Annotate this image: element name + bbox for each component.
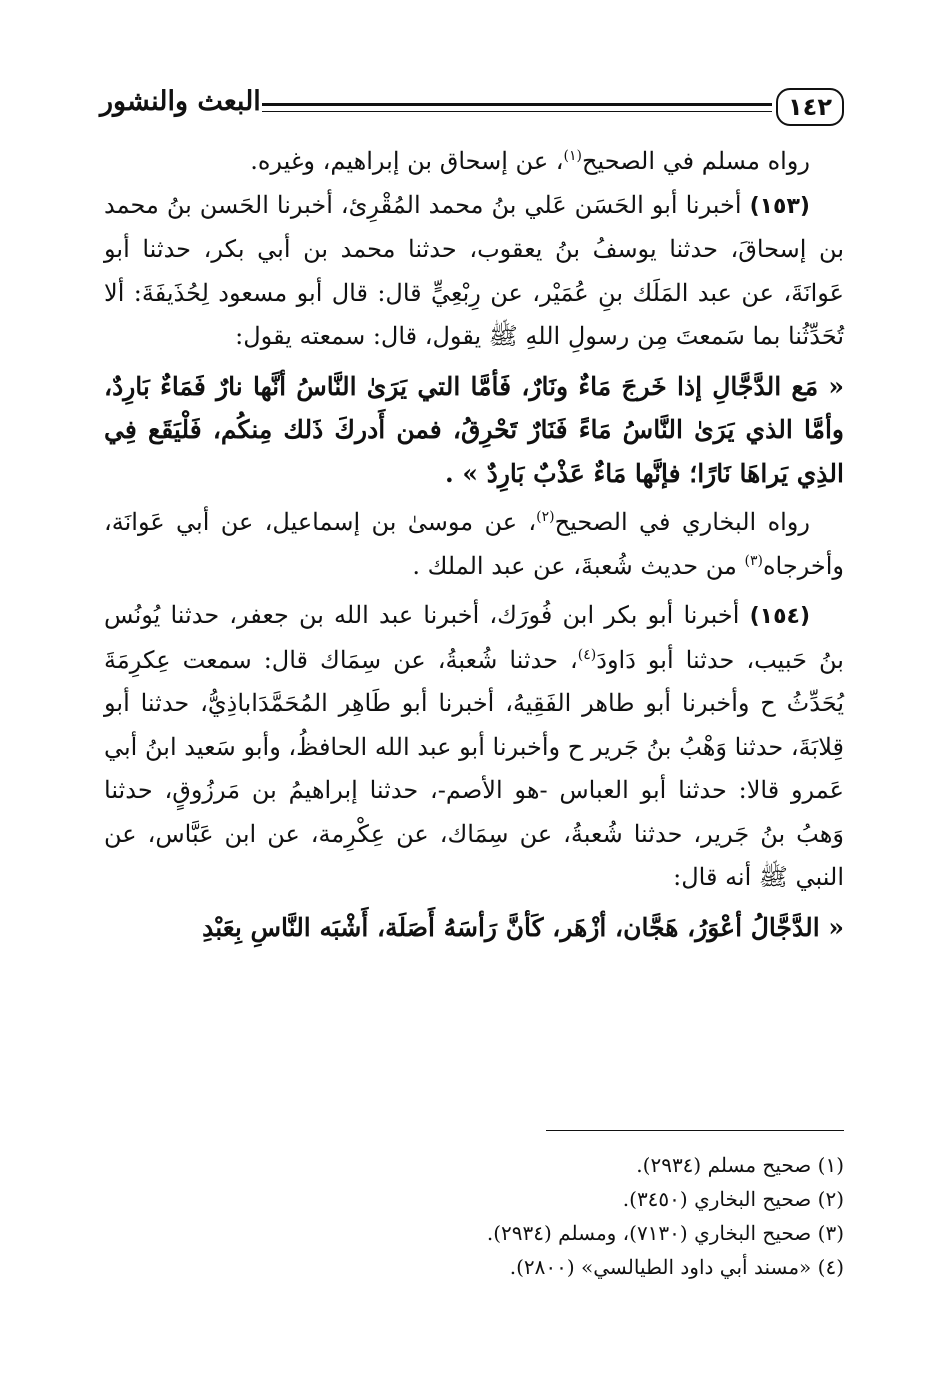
paragraph-source-1: رواه مسلم في الصحيح$^{(١)}$، عن إسحاق بن إبراهيم، وغيره. (250, 147, 810, 175)
page-number-frame (776, 88, 844, 126)
footnote-marker-3: (٣) (744, 552, 763, 569)
footnote-2: (٢) صحيح البخاري (٣٤٥٠). (622, 1187, 844, 1211)
page-header (100, 84, 844, 130)
hadith-153-isnad: (١٥٣) أخبرنا أبو الحَسَن عَلي بنُ محمد المُقْرِئ، أخبرنا الحَسن بنُ محمد بن إسحاقَ، حدثنا يوسفُ بنُ يعقوب، حدثنا محمد بن أبي بكر، حدثنا أبو عَوانَةَ، عن عبد المَلَك بنِ عُمَيْر، عن رِبْعِيٍّ قال: قال أبو مسعود لِحُذَيفَةَ: ألا تُحَدِّثُنا بما سَمعتَ مِن رسولِ اللهِ ﷺ يقول، قال: سمعته يقول: (104, 190, 845, 350)
running-title: البعث والنشور (100, 86, 261, 117)
footnote-1: (١) صحيح مسلم (٢٩٣٤). (636, 1153, 844, 1177)
footnote-marker-4: (٤) (577, 646, 597, 663)
hadith-154-isnad: (١٥٤) أخبرنا أبو بكر ابن فُورَك، أخبرنا عبد الله بن جعفر، حدثنا يُونُس بنُ حَبيب، حدثنا أبو دَاودَ$^{(٤)}$، حدثنا شُعبةُ، عن سِمَاك قال: سمعت عِكرِمَةَ يُحَدِّثُ ح وأخبرنا أبو طاهر الفَقِيهُ، أخبرنا أبو طَاهِر المُحَمَّدَاباذِيُّ، حدثنا أبو قِلابَةَ، حدثنا وَهْبُ بنُ جَرير ح وأخبرنا أبو عبد الله الحافظُ، وأبو سَعيد ابنُ أبي عَمرو قالا: حدثنا أبو العباس -هو الأصم-، حدثنا إبراهيمُ بن مَرزُوقٍ، حدثنا وَهبُ بنُ جَرير، حدثنا شُعبةُ، عن سِمَاك، عن عِكْرِمة، عن ابن عَبَّاس، عن النبي ﷺ أنه قال: (104, 601, 845, 891)
footnote-3: (٣) صحيح البخاري (٧١٣٠)، ومسلم (٢٩٣٤). (486, 1221, 844, 1245)
main-text (104, 140, 844, 949)
paragraph-source-2: رواه البخاري في الصحيح$^{(٢)}$، عن موسىٰ بن إسماعيل، عن أبي عَوانَة، وأخرجاه$^{(٣)}$ من حديث شُعبةَ، عن عبد الملك . (104, 508, 844, 580)
footnote-marker-1: (١) (563, 148, 582, 164)
footnote-marker-2: (٢) (536, 509, 555, 525)
footnote-separator (546, 1130, 844, 1131)
hadith-number-153: (١٥٣) (749, 193, 810, 219)
hadith-153-matn: « مَع الدَّجَّالِ إذا خَرجَ مَاءٌ ونَارٌ، فَأمَّا التي يَرَىٰ النَّاسُ أنَّها نارٌ فَمَاءٌ بَارِدٌ، وأمَّا الذي يَرَىٰ النَّاسُ مَاءً فَنَارٌ تَحْرِقُ، فمن أَدركَ ذَلك مِنكُم، فَلْيَقَع فِي الذِي يَراهَا نَارًا؛ فإنَّها مَاءٌ عَذْبٌ بَارِدٌ » . (104, 371, 844, 488)
hadith-number-154: (١٥٤) (749, 604, 810, 629)
footnote-4: (٤) «مسند أبي داود الطيالسي» (٢٨٠٠). (509, 1255, 844, 1279)
page-number: ١٤٢ (788, 93, 832, 121)
hadith-154-matn: « الدَّجَّالُ أعْوَرُ، هَجَّان، أزْهَر، كَأنَّ رَأسَهُ أَصَلَة، أَشْبَه النَّاسِ بِعَبْدِ (202, 912, 844, 942)
footnotes (300, 1148, 844, 1284)
header-rule (262, 103, 772, 112)
